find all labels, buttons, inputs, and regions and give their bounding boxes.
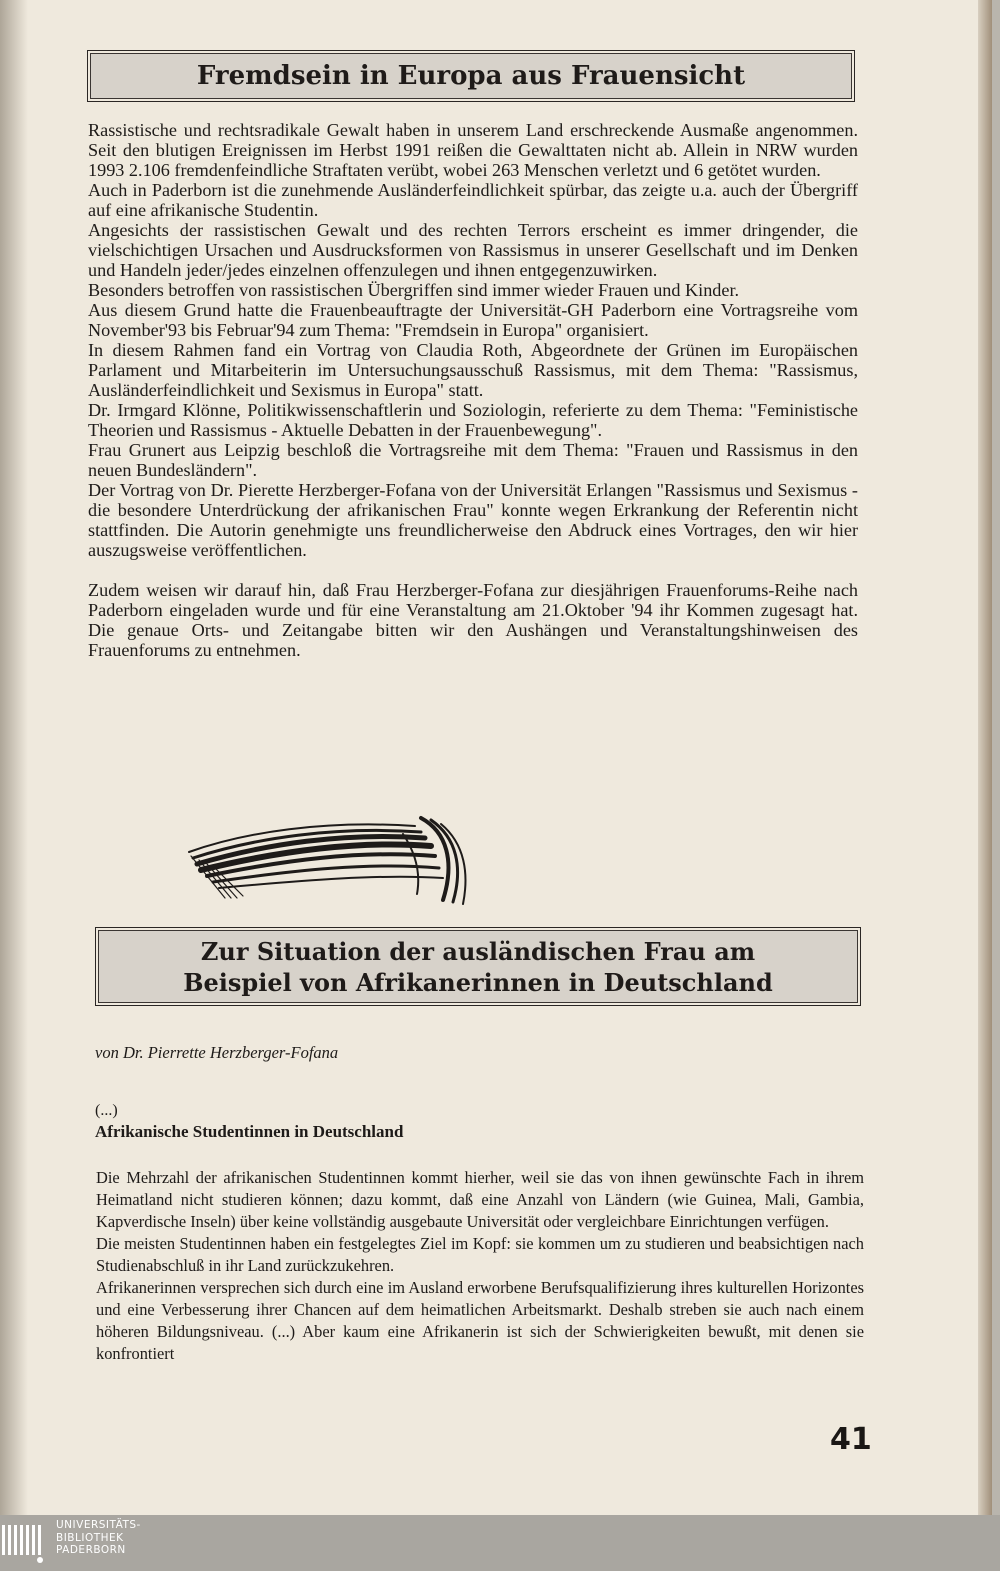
article2-paragraph: Afrikanerinnen versprechen sich durch eine im Ausland erworbene Berufsqualifizierung ihres kulturellen Horizontes und eine Verbesserung ihrer Chancen auf dem heimatlichen Arbeitsmarkt. Deshalb streben sie auch nach einem höheren Bildungsniveau. (...) Aber kaum eine Afrikanerin ist sich der Schwierigkeiten bewußt, mit denen sie konfrontiert bbox=[96, 1278, 864, 1363]
article2-title bbox=[95, 927, 861, 1006]
article2-body bbox=[96, 1167, 864, 1365]
article2-paragraph: Die Mehrzahl der afrikanischen Studentinnen kommt hierher, weil sie das von ihnen gewünschte Fach in ihrem Heimatland nicht studieren können; dazu kommt, daß eine Anzahl von Ländern (wie Guinea, Mali, Gambia, Kapverdische Inseln) über keine vollständig ausgebaute Universität oder vergleichbare Einrichtungen verfügen. bbox=[96, 1168, 864, 1231]
article2-subheading: Afrikanische Studentinnen in Deutschland bbox=[95, 1122, 404, 1141]
article1-closing-paragraph: Zudem weisen wir darauf hin, daß Frau Herzberger-Fofana zur diesjährigen Frauenforums-Reihe nach Paderborn eingeladen wurde und für eine Veranstaltung am 21.Oktober '94 ihr Kommen zugesagt hat. Die genaue Orts- und Zeitangabe bitten wir den Aushängen und Veranstaltungshinweisen des Frauenforums zu entnehmen. bbox=[88, 580, 858, 660]
library-name-line: BIBLIOTHEK bbox=[56, 1531, 124, 1544]
article1-body bbox=[88, 120, 858, 660]
article1-paragraph: Auch in Paderborn ist die zunehmende Ausländerfeindlichkeit spürbar, das zeigte u.a. auch der Übergriff auf eine afrikanische Studentin. bbox=[88, 180, 858, 220]
library-name bbox=[56, 1519, 141, 1557]
decorative-swoosh-illustration bbox=[185, 812, 475, 908]
article1-paragraph: Frau Grunert aus Leipzig beschloß die Vortragsreihe mit dem Thema: "Frauen und Rassismus in den neuen Bundesländern". bbox=[88, 440, 858, 480]
library-name-line: PADERBORN bbox=[56, 1544, 126, 1556]
article1-paragraph: In diesem Rahmen fand ein Vortrag von Claudia Roth, Abgeordnete der Grünen im Europäischen Parlament und Mitarbeiterin im Untersuchungsausschuß Rassismus, mit dem Thema: "Rassismus, Ausländerfeindlichkeit und Sexismus in Europa" statt. bbox=[88, 340, 858, 400]
library-footer-bar bbox=[0, 1515, 1000, 1571]
article2-author: von Dr. Pierrette Herzberger-Fofana bbox=[95, 1043, 339, 1062]
article1-paragraph: Rassistische und rechtsradikale Gewalt haben in unserem Land erschreckende Ausmaße angenommen. Seit den blutigen Ereignissen im Herbst 1991 reißen die Gewalttaten nicht ab. Allein in NRW wurden 1993 2.106 fremdenfeindliche Straftaten verübt, wobei 263 Menschen verletzt und 6 getötet wurden. bbox=[88, 120, 858, 180]
university-library-logo-icon bbox=[0, 1521, 50, 1565]
article2-ellipsis: (...) bbox=[95, 1102, 118, 1119]
article1-paragraph: Der Vortrag von Dr. Pierette Herzberger-Fofana von der Universität Erlangen "Rassismus und Sexismus - die besondere Unterdrückung der afrikanischen Frau" konnte wegen Erkrankung der Referentin nicht stattfinden. Die Autorin genehmigte uns freundlicherweise den Abdruck eines Vortrages, den wir hier auszugsweise veröffentlichen. bbox=[88, 480, 858, 560]
article2-title-line: Zur Situation der ausländischen Frau am bbox=[200, 937, 756, 966]
page-edge bbox=[978, 0, 992, 1515]
article2-paragraph: Die meisten Studentinnen haben ein festgelegtes Ziel im Kopf: sie kommen um zu studieren und beabsichtigen nach Studienabschluß in ihr Land zurückzukehren. bbox=[96, 1234, 864, 1275]
page-number: 41 bbox=[830, 1422, 872, 1457]
spine-shadow bbox=[0, 0, 28, 1515]
library-name-line: UNIVERSITÄTS- bbox=[56, 1519, 141, 1531]
article1-paragraph: Aus diesem Grund hatte die Frauenbeauftragte der Universität-GH Paderborn eine Vortragsreihe vom November'93 bis Februar'94 zum Thema: "Fremdsein in Europa" organisiert. bbox=[88, 300, 858, 340]
article1-paragraph: Dr. Irmgard Klönne, Politikwissenschaftlerin und Soziologin, referierte zu dem Thema: "Feministische Theorien und Rassismus - Aktuelle Debatten in der Frauenbewegung". bbox=[88, 400, 858, 440]
article2-title-line: Beispiel von Afrikanerinnen in Deutschland bbox=[183, 968, 773, 997]
article1-paragraph: Angesichts der rassistischen Gewalt und des rechten Terrors erscheint es immer dringender, die vielschichtigen Ursachen und Ausdrucksformen von Rassismus in unserer Gesellschaft und im Denken und Handeln jeder/jedes einzelnen offenzulegen und ihnen entgegenzuwirken. bbox=[88, 220, 858, 280]
article1-paragraph: Besonders betroffen von rassistischen Übergriffen sind immer wieder Frauen und Kinder. bbox=[88, 280, 740, 300]
article1-title: Fremdsein in Europa aus Frauensicht bbox=[87, 50, 855, 102]
